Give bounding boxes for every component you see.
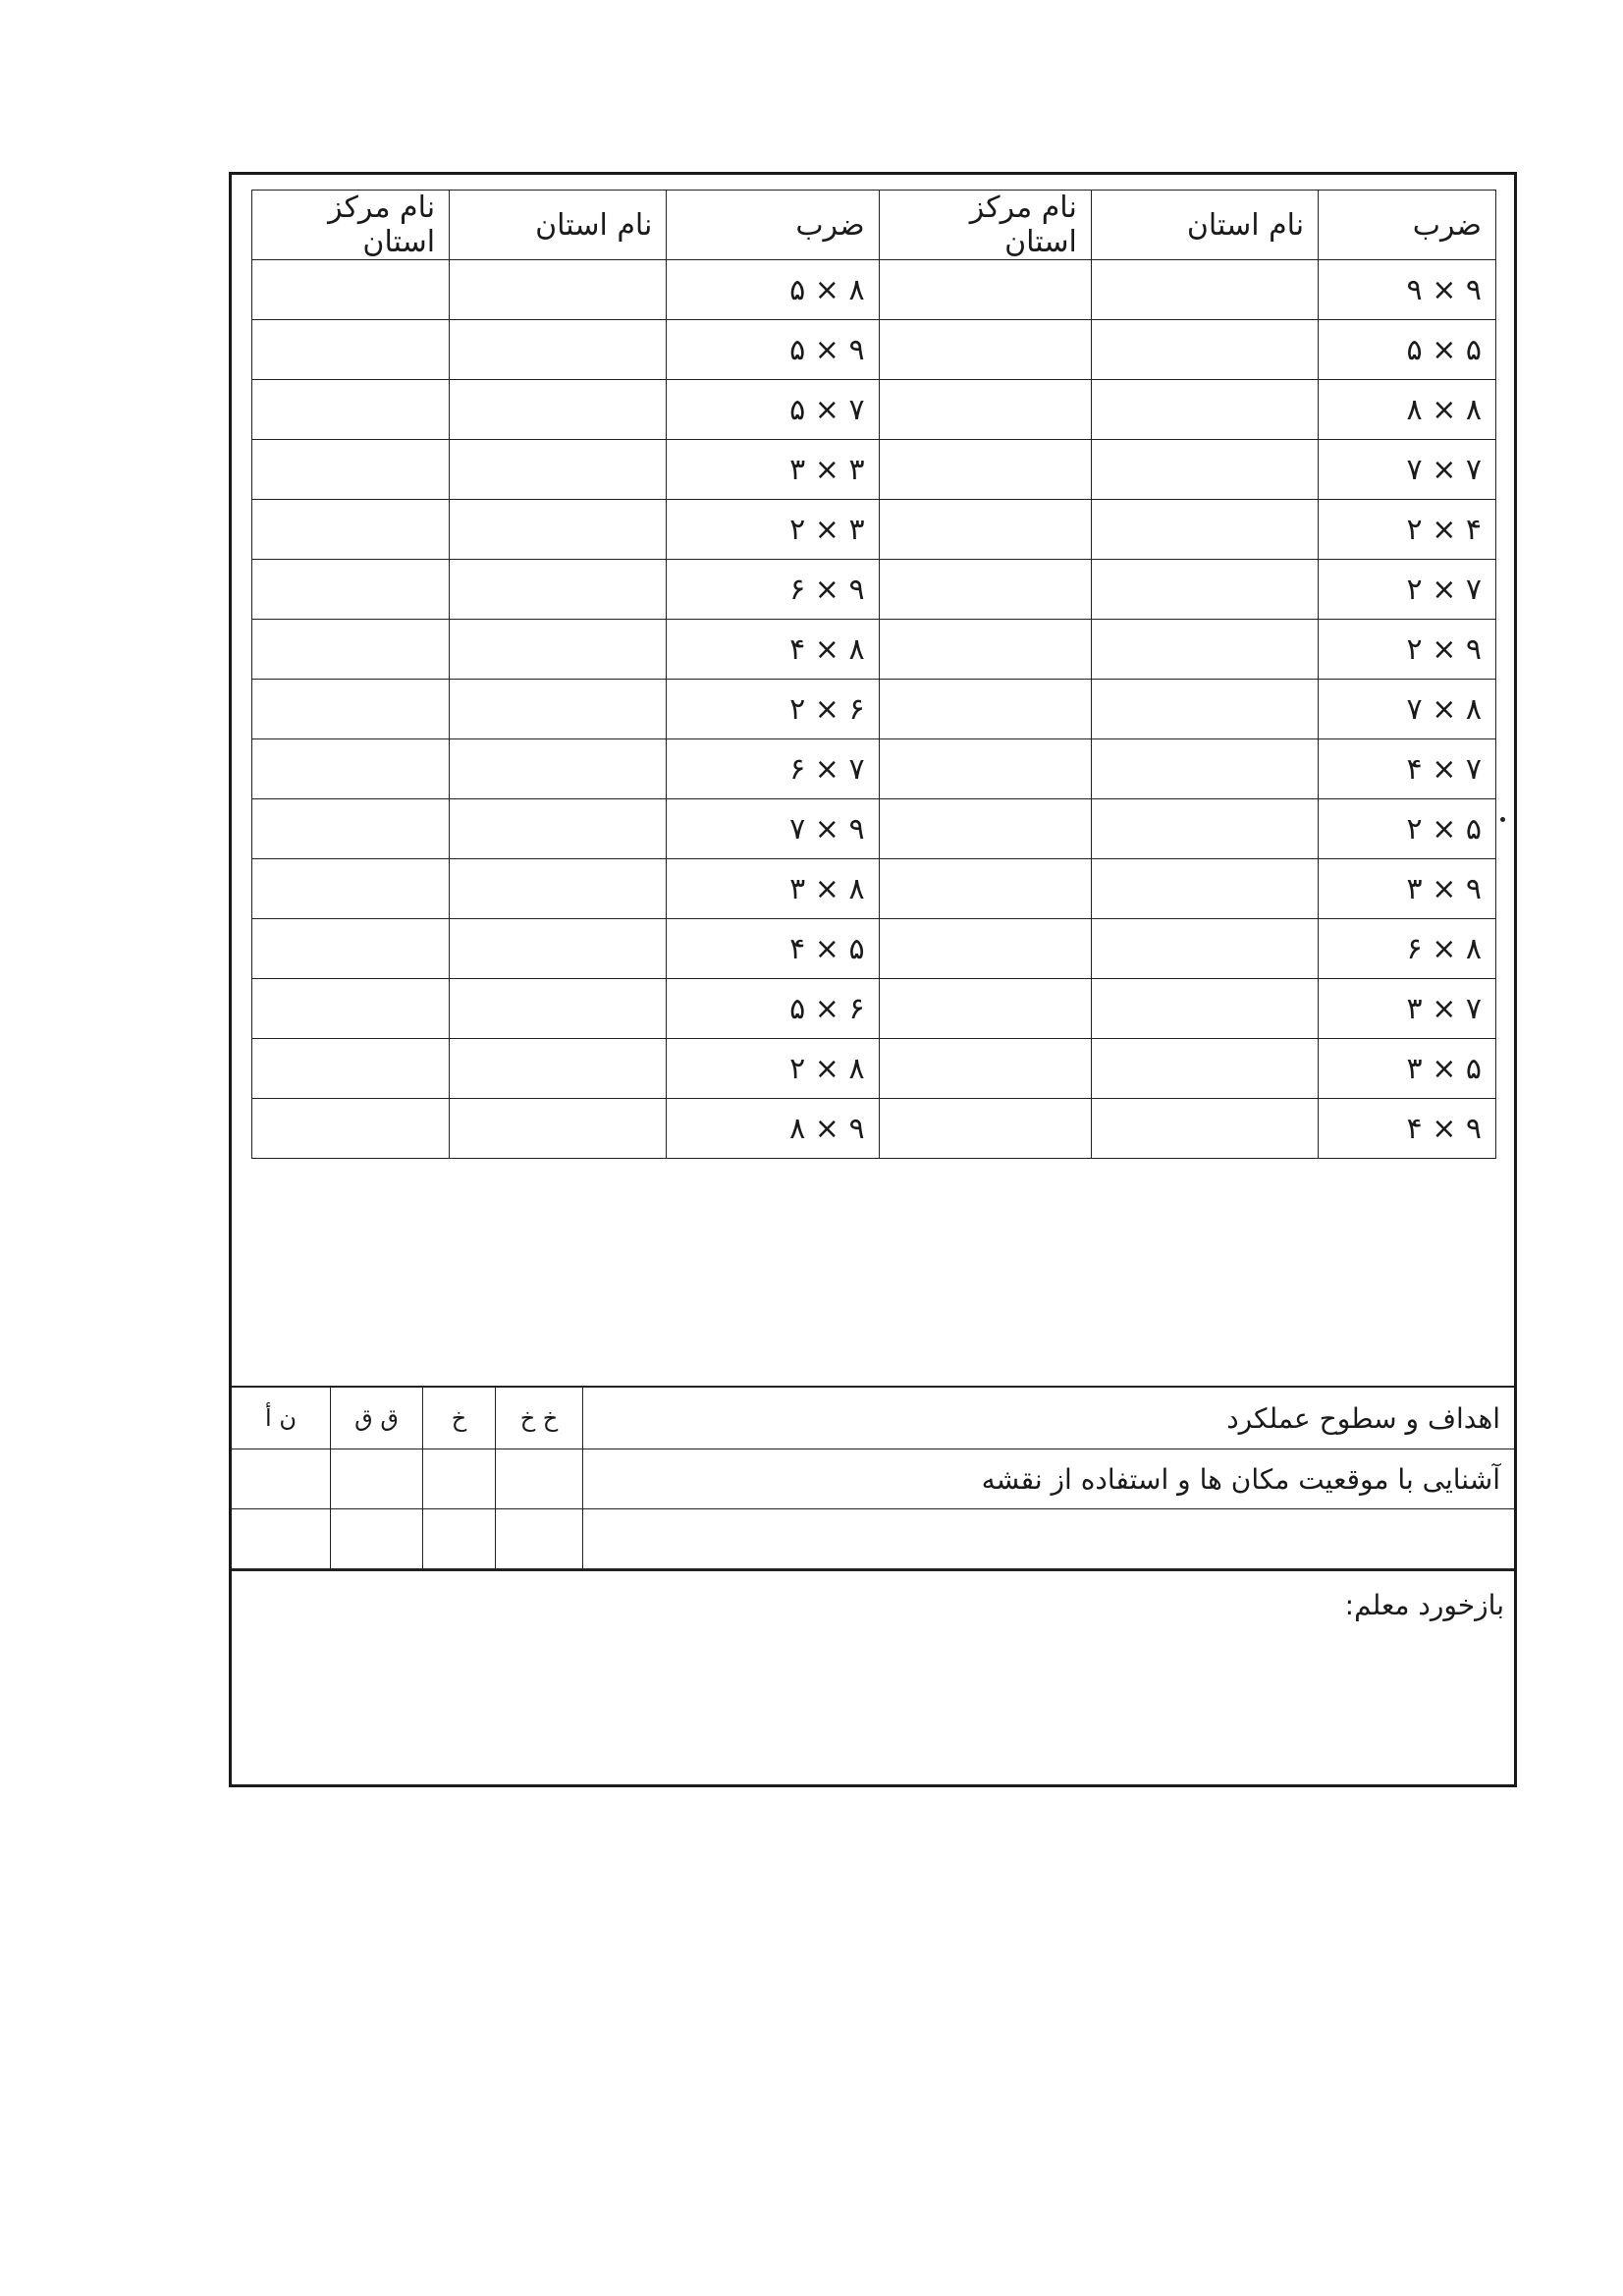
capital-name-cell[interactable] [879,380,1091,440]
capital-name-cell[interactable] [879,620,1091,680]
teacher-feedback-label: بازخورد معلم: [1344,1589,1504,1621]
header-capital-1: نام مرکز استان [879,191,1091,260]
capital-name-cell[interactable] [879,260,1091,320]
goal-1-cell[interactable] [232,1449,331,1509]
capital-name-cell[interactable] [879,1039,1091,1099]
capital-name-cell[interactable] [879,440,1091,500]
capital-name-cell[interactable] [252,260,450,320]
multiply-problem: ۹ × ۸ [667,1099,879,1159]
province-name-cell[interactable] [1091,1039,1318,1099]
province-name-cell[interactable] [1091,859,1318,919]
capital-name-cell[interactable] [252,919,450,979]
province-name-cell[interactable] [450,979,667,1039]
capital-name-cell[interactable] [252,380,450,440]
capital-name-cell[interactable] [879,979,1091,1039]
capital-name-cell[interactable] [252,799,450,859]
level-kh: خ [423,1387,496,1449]
level-khkh: خ خ [496,1387,583,1449]
multiply-problem: ۵ × ۴ [667,919,879,979]
multiply-problem: ۸ × ۴ [667,620,879,680]
multiply-problem: ۸ × ۶ [1319,919,1496,979]
goal-1-text: آشنایی با موقعیت مکان ها و استفاده از نقشه [583,1449,1515,1509]
capital-name-cell[interactable] [879,560,1091,620]
province-name-cell[interactable] [450,560,667,620]
province-name-cell[interactable] [450,320,667,380]
capital-name-cell[interactable] [879,500,1091,560]
capital-name-cell[interactable] [879,859,1091,919]
province-name-cell[interactable] [450,919,667,979]
province-name-cell[interactable] [450,500,667,560]
table-row [252,680,1496,739]
capital-name-cell[interactable] [252,320,450,380]
table-row [252,380,1496,440]
province-name-cell[interactable] [1091,739,1318,799]
header-province-2: نام استان [450,191,667,260]
capital-name-cell[interactable] [879,739,1091,799]
capital-name-cell[interactable] [252,859,450,919]
capital-name-cell[interactable] [879,799,1091,859]
capital-name-cell[interactable] [252,560,450,620]
table-row [252,320,1496,380]
teacher-feedback-area[interactable] [232,1569,1514,1785]
province-name-cell[interactable] [1091,919,1318,979]
multiply-problem: ۹ × ۶ [667,560,879,620]
province-name-cell[interactable] [1091,620,1318,680]
table-row [252,739,1496,799]
multiply-problem: ۸ × ۵ [667,260,879,320]
goal-2-cell[interactable] [496,1509,583,1569]
province-name-cell[interactable] [450,620,667,680]
table-row [252,919,1496,979]
table-row [252,500,1496,560]
header-capital-2: نام مرکز استان [252,191,450,260]
goal-1-cell[interactable] [496,1449,583,1509]
table-row [252,260,1496,320]
province-name-cell[interactable] [1091,440,1318,500]
multiply-problem: ۹ × ۹ [1319,260,1496,320]
multiply-problem: ۹ × ۵ [667,320,879,380]
multiply-problem: ۸ × ۳ [667,859,879,919]
multiply-problem: ۵ × ۲ [1319,799,1496,859]
table-row [252,620,1496,680]
table-row [252,1039,1496,1099]
multiply-problem: ۶ × ۵ [667,979,879,1039]
goal-2-cell[interactable] [232,1509,331,1569]
province-name-cell[interactable] [450,380,667,440]
table-row [252,560,1496,620]
province-name-cell[interactable] [1091,680,1318,739]
multiply-problem: ۷ × ۳ [1319,979,1496,1039]
capital-name-cell[interactable] [879,919,1091,979]
province-name-cell[interactable] [450,680,667,739]
multiply-problem: ۷ × ۵ [667,380,879,440]
multiply-problem: ۹ × ۴ [1319,1099,1496,1159]
province-name-cell[interactable] [1091,320,1318,380]
multiply-problem: ۹ × ۷ [667,799,879,859]
province-name-cell[interactable] [1091,799,1318,859]
multiply-problem: ۶ × ۲ [667,680,879,739]
worksheet-frame [229,172,1517,1787]
province-name-cell[interactable] [450,739,667,799]
header-multiply-1: ضرب [1319,191,1496,260]
goal-2-text[interactable] [583,1509,1515,1569]
multiply-problem: ۹ × ۲ [1319,620,1496,680]
multiply-problem: ۷ × ۶ [667,739,879,799]
capital-name-cell[interactable] [252,680,450,739]
province-name-cell[interactable] [450,1039,667,1099]
province-name-cell[interactable] [450,440,667,500]
multiply-problem: ۷ × ۷ [1319,440,1496,500]
multiply-problem: ۹ × ۳ [1319,859,1496,919]
header-multiply-2: ضرب [667,191,879,260]
margin-dot [1500,817,1505,822]
province-name-cell[interactable] [1091,500,1318,560]
capital-name-cell[interactable] [252,620,450,680]
header-province-1: نام استان [1091,191,1318,260]
level-na: ن أ [232,1387,331,1449]
multiply-problem: ۳ × ۳ [667,440,879,500]
goal-1-cell[interactable] [331,1449,423,1509]
capital-name-cell[interactable] [879,320,1091,380]
capital-name-cell[interactable] [879,1099,1091,1159]
capital-name-cell[interactable] [252,1039,450,1099]
table-row [252,979,1496,1039]
goal-2-cell[interactable] [331,1509,423,1569]
capital-name-cell[interactable] [252,1099,450,1159]
province-name-cell[interactable] [1091,380,1318,440]
province-name-cell[interactable] [450,1099,667,1159]
table-row [252,1099,1496,1159]
goal-2-cell[interactable] [423,1509,496,1569]
evaluation-table [232,1386,1514,1569]
table-row [252,799,1496,859]
capital-name-cell[interactable] [252,979,450,1039]
multiply-problem: ۴ × ۲ [1319,500,1496,560]
multiply-problem: ۷ × ۴ [1319,739,1496,799]
province-name-cell[interactable] [1091,979,1318,1039]
evaluation-title: اهداف و سطوح عملکرد [583,1387,1515,1449]
province-name-cell[interactable] [1091,260,1318,320]
multiply-problem: ۷ × ۲ [1319,560,1496,620]
multiply-problem: ۸ × ۷ [1319,680,1496,739]
capital-name-cell[interactable] [252,500,450,560]
province-name-cell[interactable] [1091,1099,1318,1159]
table-row [252,859,1496,919]
multiply-problem: ۳ × ۲ [667,500,879,560]
multiply-problem: ۵ × ۵ [1319,320,1496,380]
goal-1-cell[interactable] [423,1449,496,1509]
province-name-cell[interactable] [450,799,667,859]
capital-name-cell[interactable] [879,680,1091,739]
province-name-cell[interactable] [1091,560,1318,620]
multiply-problem: ۸ × ۲ [667,1039,879,1099]
province-name-cell[interactable] [450,859,667,919]
level-qq: ق ق [331,1387,423,1449]
table-row [252,440,1496,500]
table-header-row [252,191,1496,260]
multiply-problem: ۸ × ۸ [1319,380,1496,440]
capital-name-cell[interactable] [252,739,450,799]
multiplication-province-table [251,190,1496,1159]
capital-name-cell[interactable] [252,440,450,500]
multiply-problem: ۵ × ۳ [1319,1039,1496,1099]
province-name-cell[interactable] [450,260,667,320]
